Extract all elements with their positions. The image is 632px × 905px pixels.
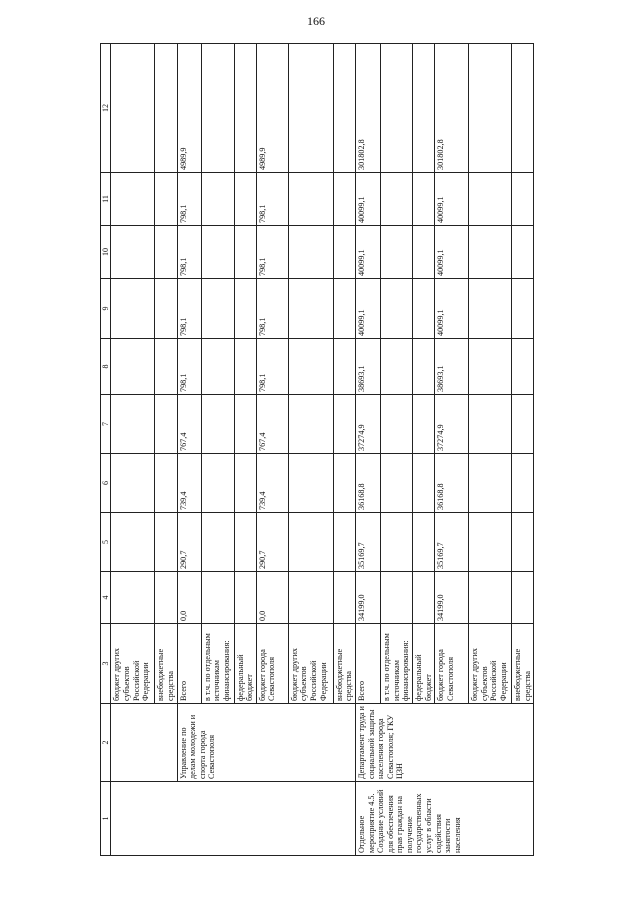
cell-value (111, 226, 155, 279)
cell-value: 767,4 (177, 395, 201, 454)
cell-value (512, 454, 534, 513)
cell-value: 34199,0 (435, 572, 469, 624)
cell-value: 37274,9 (355, 395, 380, 454)
cell-source: бюджет города Севастополя (256, 624, 288, 704)
cell-value (234, 572, 256, 624)
cell-value (288, 572, 333, 624)
cell-value: 40099,1 (355, 279, 380, 339)
cell-value (111, 173, 155, 226)
cell-value (201, 572, 234, 624)
cell-value (234, 339, 256, 395)
cell-value: 40099,1 (355, 173, 380, 226)
cell-value (201, 44, 234, 173)
cell-value (512, 279, 534, 339)
cell-value (412, 513, 434, 572)
cell-value (469, 513, 512, 572)
cell-source: внебюджетные средства (155, 624, 177, 704)
cell-value (155, 279, 177, 339)
cell-value (512, 513, 534, 572)
cell-value (234, 513, 256, 572)
header-row (101, 44, 111, 856)
cell-value (201, 339, 234, 395)
cell-value (380, 513, 412, 572)
cell-value: 40099,1 (435, 226, 469, 279)
cell-value: 40099,1 (435, 173, 469, 226)
cell-value (380, 454, 412, 513)
table-row (355, 44, 380, 856)
cell-value: 38693,1 (435, 339, 469, 395)
cell-value (333, 226, 355, 279)
cell-value (155, 226, 177, 279)
cell-source: бюджет других субъектов Российской Федерации (469, 624, 512, 704)
cell-value: 798,1 (177, 279, 201, 339)
cell-value: 739,4 (256, 454, 288, 513)
cell-value (111, 339, 155, 395)
cell-value (469, 572, 512, 624)
cell-value: 36168,8 (355, 454, 380, 513)
cell-value: 290,7 (177, 513, 201, 572)
cell-value: 40099,1 (355, 226, 380, 279)
cell-value: 739,4 (177, 454, 201, 513)
budget-table (100, 43, 534, 856)
cell-value: 4989,9 (177, 44, 201, 173)
cell-value: 301802,8 (435, 44, 469, 173)
cell-value (512, 395, 534, 454)
cell-value (288, 44, 333, 173)
cell-value (380, 226, 412, 279)
cell-value (469, 226, 512, 279)
cell-value: 40099,1 (435, 279, 469, 339)
header-cell: 4 (101, 572, 111, 624)
cell-value: 35169,7 (355, 513, 380, 572)
cell-value (234, 279, 256, 339)
cell-value: 767,4 (256, 395, 288, 454)
cell-value: 798,1 (256, 339, 288, 395)
header-cell: 5 (101, 513, 111, 572)
cell-value (333, 454, 355, 513)
cell-value: 34199,0 (355, 572, 380, 624)
cell-value (201, 395, 234, 454)
cell-value: 798,1 (256, 226, 288, 279)
cell-value (234, 395, 256, 454)
cell-value: 798,1 (177, 226, 201, 279)
table-row (111, 44, 155, 856)
cell-value (111, 279, 155, 339)
cell-source: в т.ч. по отдельным источникам финансирования: (201, 624, 234, 704)
cell-value (512, 173, 534, 226)
cell-executor: Департамент труда и социальной защиты населения города Севастополя; ГКУ ЦЗН (355, 704, 533, 782)
cell-value (111, 44, 155, 173)
cell-value: 301802,8 (355, 44, 380, 173)
cell-value (380, 173, 412, 226)
cell-value (512, 572, 534, 624)
cell-value: 35169,7 (435, 513, 469, 572)
table-row (177, 44, 201, 856)
cell-value (333, 279, 355, 339)
cell-value (288, 279, 333, 339)
cell-value (380, 279, 412, 339)
cell-value (333, 513, 355, 572)
cell-value (234, 44, 256, 173)
cell-executor (111, 704, 177, 782)
cell-value (469, 339, 512, 395)
cell-value (333, 339, 355, 395)
cell-value (512, 44, 534, 173)
cell-source: Всего (355, 624, 380, 704)
rotated-table-frame (100, 44, 532, 856)
cell-value (333, 572, 355, 624)
cell-value (469, 173, 512, 226)
cell-value (288, 454, 333, 513)
cell-value: 36168,8 (435, 454, 469, 513)
header-cell: 8 (101, 339, 111, 395)
cell-value: 0,0 (256, 572, 288, 624)
cell-value (288, 513, 333, 572)
cell-value (412, 572, 434, 624)
cell-value (469, 395, 512, 454)
cell-source: Всего (177, 624, 201, 704)
cell-value (412, 279, 434, 339)
header-cell: 6 (101, 454, 111, 513)
cell-source: в т.ч. по отдельным источникам финансирования: (380, 624, 412, 704)
cell-value (380, 572, 412, 624)
cell-activity (111, 782, 356, 856)
header-cell: 12 (101, 44, 111, 173)
cell-value (288, 226, 333, 279)
cell-executor: Управление по делам молодежи и спорта города Севастополя (177, 704, 355, 782)
cell-value: 0,0 (177, 572, 201, 624)
cell-value (201, 454, 234, 513)
header-cell: 1 (101, 782, 111, 856)
cell-source: федеральный бюджет (412, 624, 434, 704)
cell-value (333, 395, 355, 454)
cell-value (512, 226, 534, 279)
cell-source: федеральный бюджет (234, 624, 256, 704)
cell-value (288, 339, 333, 395)
cell-value (201, 226, 234, 279)
cell-value: 290,7 (256, 513, 288, 572)
cell-value (469, 279, 512, 339)
cell-value (111, 395, 155, 454)
cell-value (469, 44, 512, 173)
cell-value (111, 513, 155, 572)
cell-value: 798,1 (177, 339, 201, 395)
cell-value (288, 173, 333, 226)
table-body (111, 44, 534, 856)
cell-source: бюджет других субъектов Российской Федерации (288, 624, 333, 704)
cell-value (234, 173, 256, 226)
cell-value (412, 454, 434, 513)
cell-value (380, 395, 412, 454)
rotated-table-canvas (100, 44, 532, 856)
cell-source: бюджет других субъектов Российской Федерации (111, 624, 155, 704)
cell-value (380, 339, 412, 395)
cell-value: 37274,9 (435, 395, 469, 454)
cell-value: 4989,9 (256, 44, 288, 173)
cell-value (512, 339, 534, 395)
cell-value (380, 44, 412, 173)
cell-value (469, 454, 512, 513)
header-cell: 2 (101, 704, 111, 782)
cell-value: 38693,1 (355, 339, 380, 395)
cell-value: 798,1 (256, 173, 288, 226)
cell-source: внебюджетные средства (333, 624, 355, 704)
cell-value (201, 279, 234, 339)
cell-value (288, 395, 333, 454)
cell-value (412, 339, 434, 395)
cell-value: 798,1 (256, 279, 288, 339)
header-cell: 3 (101, 624, 111, 704)
cell-value (155, 339, 177, 395)
cell-value (333, 173, 355, 226)
cell-value (155, 454, 177, 513)
cell-value (111, 572, 155, 624)
header-cell: 11 (101, 173, 111, 226)
cell-source: внебюджетные средства (512, 624, 534, 704)
cell-value (155, 44, 177, 173)
cell-value (155, 572, 177, 624)
cell-value (155, 173, 177, 226)
cell-value (412, 173, 434, 226)
cell-value (234, 454, 256, 513)
cell-value (155, 513, 177, 572)
page-number: 166 (307, 14, 325, 28)
cell-source: бюджет города Севастополя (435, 624, 469, 704)
cell-value (201, 513, 234, 572)
cell-value (111, 454, 155, 513)
header-cell: 10 (101, 226, 111, 279)
cell-value (201, 173, 234, 226)
cell-value (333, 44, 355, 173)
cell-activity: Отдельное мероприятие 4.5. Создание условий для обеспечения прав граждан на получение государственных услуг в области содействия занятости населения (355, 782, 533, 856)
cell-value (155, 395, 177, 454)
cell-value (412, 226, 434, 279)
cell-value: 798,1 (177, 173, 201, 226)
header-cell: 7 (101, 395, 111, 454)
cell-value (412, 44, 434, 173)
header-cell: 9 (101, 279, 111, 339)
cell-value (234, 226, 256, 279)
cell-value (412, 395, 434, 454)
